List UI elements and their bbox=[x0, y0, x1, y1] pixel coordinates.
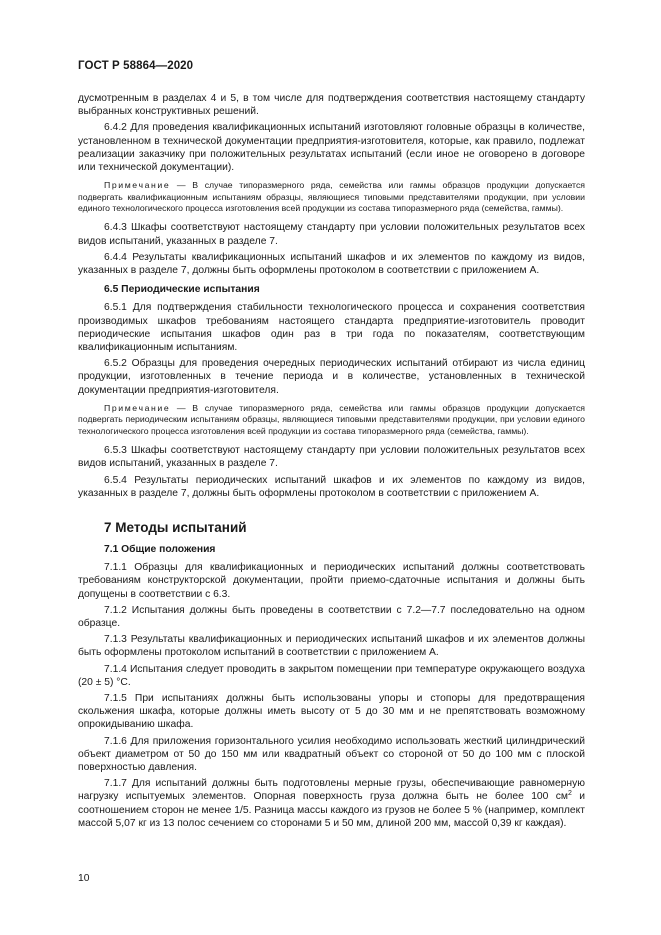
paragraph-6-4-2: 6.4.2 Для проведения квалификационных испытаний изготовляют головные образцы в количестве, установленном в технической документации предприятия-изготовителя, которые, как правило, подлежат реализации заказчику при положительных результатах испытаний (если иное не оговорено в договоре или технической документации). bbox=[78, 122, 585, 174]
paragraph-6-5-4: 6.5.4 Результаты периодических испытаний шкафов и их элементов по каждому из видов, указанных в разделе 7, должны быть оформлены протоколом в соответствии с приложением А. bbox=[78, 474, 585, 499]
paragraph-7-1-7 bbox=[78, 777, 585, 830]
paragraph-7-1-3: 7.1.3 Результаты квалификационных и периодических испытаний шкафов и их элементов должны быть оформлены протоколом испытаний в соответствии с приложением А. bbox=[78, 634, 585, 659]
paragraph-6-4-4: 6.4.4 Результаты квалификационных испытаний шкафов и их элементов по каждому из видов, указанных в разделе 7, должны быть оформлены протоколом в соответствии с приложением А. bbox=[78, 251, 585, 277]
paragraph-6-5-3: 6.5.3 Шкафы соответствуют настоящему стандарту при условии положительных результатов всех видов испытаний, указанных в разделе 7. bbox=[78, 445, 585, 470]
page-content bbox=[78, 92, 585, 833]
section-heading-7: 7 Методы испытаний bbox=[104, 519, 247, 535]
paragraph-6-5-2: 6.5.2 Образцы для проведения очередных периодических испытаний отбирают из числа единиц продукции, изготовленных в течение периода и в количестве, установленных в технической документации предприятия-изготовителя. bbox=[78, 358, 585, 396]
paragraph-continuation: дусмотренным в разделах 4 и 5, в том числе для подтверждения соответствия настоящему стандарту выбранных конструктивных решений. bbox=[78, 93, 585, 118]
note-1-text: — В случае типоразмерного ряда, семейства или гаммы образцов продукции допускается подвергать квалификационным испытаниям образцы, являющиеся типовыми представителями продукции, при условии единого технологического процесса изготовления всей продукции из состава типоразмерного ряда (семейства, гаммы). bbox=[78, 180, 585, 214]
paragraph-6-5-1: 6.5.1 Для подтверждения стабильности технологического процесса и сохранения соответствия производимых шкафов требованиям настоящего стандарта предприятие-изготовитель проводит периодические испытания шкафов один раз в три года по показателям, соответствующим квалификационным испытаниям. bbox=[78, 302, 585, 354]
paragraph-7-1-2: 7.1.2 Испытания должны быть проведены в соответствии с 7.2—7.7 последовательно на одном образце. bbox=[78, 604, 585, 629]
paragraph-7-1-5: 7.1.5 При испытаниях должны быть использованы упоры и стопоры для предотвращения скольжения шкафа, которые должны иметь высоту от 5 до 30 мм и не препятствовать возможному опрокидыванию шкафа. bbox=[78, 692, 585, 731]
section-heading-6-5: 6.5 Периодические испытания bbox=[104, 284, 260, 296]
note-1 bbox=[78, 180, 585, 214]
note-2 bbox=[78, 403, 585, 437]
paragraph-7-1-7-part2: и соотношением сторон не менее 1/5. Разница массы каждого из грузов не более 5 % (например, комплект массой 5,07 кг из 13 полос сечением со сторонами 5 и 50 мм, длиной 200 мм, массой 0,39 кг каждая). bbox=[78, 791, 585, 829]
section-heading-7-1: 7.1 Общие положения bbox=[104, 543, 216, 555]
note-label: Примечание bbox=[104, 180, 171, 191]
note-label: Примечание bbox=[104, 402, 171, 413]
note-2-text: — В случае типоразмерного ряда, семейства или гаммы образцов продукции допускается подвергать периодическим испытаниям образцы, являющиеся типовыми представителями продукции, при условии единого технологического процесса изготовления всей продукции из состава типоразмерного ряда (семейства, гаммы). bbox=[78, 402, 585, 436]
paragraph-7-1-7-part1: 7.1.7 Для испытаний должны быть подготовлены мерные грузы, обеспечивающие равномерную нагрузку испытуемых элементов. Опорная поверхность груза должна быть не более 100 см bbox=[78, 778, 585, 803]
page-number: 10 bbox=[78, 873, 90, 884]
paragraph-7-1-4: 7.1.4 Испытания следует проводить в закрытом помещении при температуре окружающего воздуха (20 ± 5) °С. bbox=[78, 663, 585, 688]
paragraph-7-1-1: 7.1.1 Образцы для квалификационных и периодических испытаний должны соответствовать требованиям конструкторской документации, пройти приемо-сдаточные испытания и должны быть допущены в соответствии с 6.3. bbox=[78, 562, 585, 600]
superscript-2: 2 bbox=[567, 790, 572, 798]
paragraph-6-4-3: 6.4.3 Шкафы соответствуют настоящему стандарту при условии положительных результатов всех видов испытаний, указанных в разделе 7. bbox=[78, 222, 585, 247]
paragraph-7-1-6: 7.1.6 Для приложения горизонтального усилия необходимо использовать жесткий цилиндрический объект диаметром от 50 до 150 мм или квадратный объект со стороной от 50 до 100 мм с плоской поверхностью давления. bbox=[78, 735, 585, 773]
document-code-header: ГОСТ Р 58864—2020 bbox=[78, 60, 194, 72]
